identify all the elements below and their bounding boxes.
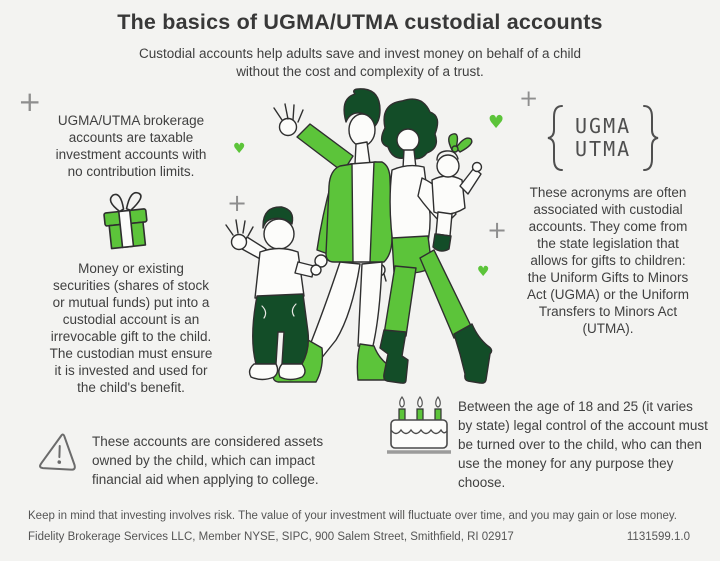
heart-icon: ♥ [233,141,246,157]
document-number: 1131599.1.0 [626,531,690,543]
acronym-words [575,115,631,161]
left-brace-icon [546,102,566,174]
boy-figure [226,207,321,380]
acronym-badge [546,101,660,175]
gift-icon [92,190,158,259]
left-intro-text: UGMA/UTMA brokerage accounts are taxable investment accounts with no contribution limits. [55,113,207,179]
college-impact-text: These accounts are considered assets owned by the child, which can impact financial aid when applying to college. [92,434,324,487]
acronym-utma: UTMA [575,137,632,161]
family-illustration [222,86,498,427]
page-subtitle: Custodial accounts help adults save and invest money on behalf of a child without the cost and complexity of a trust. [138,46,582,79]
right-description-text: These acronyms are often associated with custodial accounts. They come from the state legislation that allows for gifts to children: the Uniform Gifts to Minors Act (UGMA) or the Uniform Transfers to Minors Act (UTMA). [526,185,690,336]
legal-line: Fidelity Brokerage Services LLC, Member NYSE, SIPC, 900 Salem Street, Smithfield, RI 02917 [28,531,514,543]
page-title: The basics of UGMA/UTMA custodial accounts [117,10,603,34]
right-brace-icon [640,102,660,174]
birthday-cake-icon [386,396,452,463]
acronym-ugma: UGMA [575,114,632,138]
plus-icon: + [519,86,539,112]
heart-icon: ♥ [477,264,490,280]
left-gift-text: Money or existing securities (shares of stock or mutual funds) put into a custodial account is an irrevocable gift to the child. The custodian must ensure it is invested and used for the child's benefit. [49,261,213,395]
age-of-majority-text: Between the age of 18 and 25 (it varies by state) legal control of the account must be turned over to the child, who can then use the money for any purpose they choose. [458,399,708,490]
plus-icon: + [18,85,42,118]
heart-icon: ♥ [488,112,505,133]
warning-triangle-icon [36,429,82,480]
baby-figure [432,134,482,251]
plus-icon: + [227,189,248,217]
risk-disclaimer: Keep in mind that investing involves risk. The value of your investment will fluctuate over time, and you may gain or lose money. [28,510,678,522]
plus-icon: + [487,216,508,244]
